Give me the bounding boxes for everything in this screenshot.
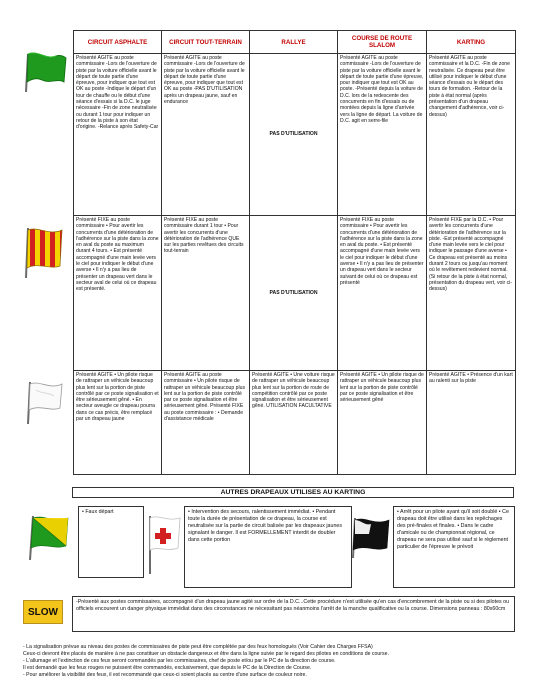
green-flag-row	[74, 54, 516, 216]
table-cell: Présenté FIXE au poste commissaire • Pour avertir les concurrents d'une détérioration de l'adhérence sur la piste dans la zone en aval du poste. • Est présenté accompagné d'une main levée vers le ciel pour indiquer le début d'une averse • Il n'y a pas lieu de présenter un drapeau vert dans le secteur suivant de celui où ce drapeau est présenté	[338, 216, 427, 371]
table-cell: Présenté FIXE par la D.C. • Pour avertir les concurrents d'une détérioration de l'adhérence sur la piste. -Est présenté accompagné d'une main levée vers le ciel pour indiquer le passage d'une averse • Ce drapeau est présenté au moins durant 2 tours ou jusqu'au moment où le revêtement redevient normal. (Si retour de la piste à état normal, présentation du drapeau vert, voir ci-dessus)	[427, 216, 516, 371]
table-cell: Présenté AGITE au poste commissaire -Lors de l'ouverture de piste par la voiture officielle avant le départ de toute partie d'une épreuve, pour indiquer que tout est OK au poste. -Présenté depuis la voiture de D.C. lors de la redescente des concurrents en fin d'essais ou de montées depuis la ligne d'arrivée vers la ligne de départ. La voiture de D.C. agit en serre-file	[338, 54, 427, 216]
green-flag-icon	[20, 48, 70, 98]
table-cell: PAS D'UTILISATION	[250, 54, 338, 216]
table-cell: Présenté FIXE au poste commissaire durant 1 tour • Pour avertir les concurrents d'une détérioration de l'adhérence QUE sur les parties revêtues des circuits tout-terrain	[162, 216, 250, 371]
header-karting: KARTING	[427, 31, 516, 54]
stop-flag-text: • Arrêt pour un pilote ayant qu'il soit doublé • Ce drapeau doit être utilisé dans les repêchages des pré-finales et finales. • Dans le cadre d'amicale ou de championnat régional, ce drapeau ne sera pas utilisé sauf si le règlement particulier de l'épreuve le prévoit	[397, 509, 509, 550]
white-flag-row	[74, 371, 516, 475]
table-cell: Présenté AGITE au poste commissaire • Un pilote risque de rattraper un véhicule beaucoup plus lent sur la portion de piste contrôlé par ce poste signalisation et être sérieusement gêné. Présenté FIXE au poste commissaire : • Demande d'assistance médicale	[162, 371, 250, 475]
slow-sign-box	[72, 596, 515, 632]
table-cell: Présenté AGITE • Un pilote risque de rattraper un véhicule beaucoup plus lent sur la portion de piste contrôlé par ce poste signalisation et être sérieusement gêné. • En secteur aveugle ce drapeau pourra dans ce cas précis, être remplacé par un drapeau jaune	[74, 371, 162, 475]
header-rallye: RALLYE	[250, 31, 338, 54]
medical-cross-flag-icon	[144, 508, 184, 578]
header-circuit-tout-terrain: CIRCUIT TOUT-TERRAIN	[162, 31, 250, 54]
green-yellow-flag-icon	[24, 512, 72, 562]
table-cell: Présenté AGITE au poste commissaire -Lors de l'ouverture de piste par la voiture officielle avant le départ de toute partie d'une épreuve, pour indiquer que tout est OK au poste -PAS D'UTILISATION après un drapeau jaune, sauf en endurance	[162, 54, 250, 216]
slow-sign-text: -Présenté aux postes commissaires, accompagné d'un drapeau jaune agité sur ordre de la D.C...Cette procédure n'est utilisée qu'en cas d'encombrement de la piste ou si des pilotes ou officiels encourent un danger physique immédiat dans des circonstances ne nécessitant pas néanmoins l'arrêt de la manche qualificative ou la course. Dimensions panneau : 80x60cm	[76, 599, 510, 612]
header-circuit-asphalte: CIRCUIT ASPHALTE	[74, 31, 162, 54]
medical-flag-box	[184, 506, 352, 588]
oil-flag-row	[74, 216, 516, 371]
slow-sign: SLOW	[23, 600, 63, 624]
header-course-de-route-slalom: COURSE DE ROUTE SLALOM	[338, 31, 427, 54]
false-start-box	[78, 506, 144, 578]
table-cell: PAS D'UTILISATION	[250, 216, 338, 371]
table-cell: Présenté FIXE au poste commissaire • Pour avertir les concurrents d'une détérioration de l'adhérence sur la piste dans la zone en aval du poste au maximum durant 4 tours. • Est présenté accompagné d'une main levée vers le ciel pour indiquer le début d'une averse • Il n'y a pas lieu de présenter un drapeau vert dans le secteur aval de celui où ce drapeau est présenté.	[74, 216, 162, 371]
flag-usage-table	[73, 30, 516, 475]
table-cell: Présenté AGITE • Un pilote risque de rattraper un véhicule beaucoup plus lent sur la portion de piste contrôlé par ce poste signalisation et être sérieusement gêné	[338, 371, 427, 475]
footer-note-2: Ceux-ci devront être placés de manière à ne pas constituer un obstacle dangereux et être dans la ligne suivie par le regard des pilotes en conditions de course.	[23, 651, 389, 657]
footer-note-4: Il est demandé que les feux rouges ne puissent être commandés, exclusivement, que depuis le PC de la Direction de Course.	[23, 665, 312, 671]
table-cell: Présenté AGITE • Présence d'un kart au ralenti sur la piste	[427, 371, 516, 475]
table-cell: Présenté AGITE au poste commissaire et la D.C. -Fin de zone neutralisée. Ce drapeau peut être utilisé pour indiquer le début d'une séance d'essais ou le départ des tours de formation. -Retour de la piste à état normal (après présentation d'un drapeau changement d'adhérence, voir ci-dessus)	[427, 54, 516, 216]
oil-slippery-flag-icon	[20, 222, 68, 282]
karting-section-title: AUTRES DRAPEAUX UTILISES AU KARTING	[72, 487, 514, 498]
medical-flag-text: • Intervention des secours, ralentissement immédiat. • Pendant toute la durée de présentation de ce drapeau, la course est neutralisée sur la partie de circuit balisée par les drapeaux jaunes signalant le danger. Il est FORMELLEMENT interdit de doubler dans cette portion	[188, 509, 342, 543]
footer-note-1: - La signalisation prévue au niveau des postes de commissaires de piste peut être complétée par des feux homologués (Voir Cahier des Charges FFSA)	[23, 644, 373, 650]
footer-note-5: - Pour améliorer la visibilité des feux, il est recommandé que ceux-ci soient placés au centre d'une surface de couleur noire.	[23, 672, 307, 678]
table-cell: Présenté AGITE au poste commissaire -Lors de l'ouverture de piste par la voiture officielle avant le départ de toute partie d'une épreuve, pour indiquer que tout est OK au poste -Indique le départ d'un tour de chauffe ou le début d'une séance d'essais si la D.C. le juge nécessaire -Fin de zone neutralisée ou durant 1 tour pour indiquer un retour de la piste à son état d'origine. -Relance après Safety-Car	[74, 54, 162, 216]
stop-flag-box	[393, 506, 515, 588]
white-flag-icon	[22, 378, 68, 428]
black-white-flag-icon	[345, 512, 393, 560]
footer-note-3: - L'allumage et l'extinction de ces feux seront commandés par les commissaires, chef de poste et/ou par le PC de la direction de course.	[23, 658, 336, 664]
table-cell: Présenté AGITE • Une voiture risque de rattraper un véhicule beaucoup plus lent sur la portion de route de compétition contrôlé par ce poste signalisation et être sérieusement gêné. UTILISATION FACULTATIVE	[250, 371, 338, 475]
false-start-text: • Faux départ	[82, 509, 114, 515]
